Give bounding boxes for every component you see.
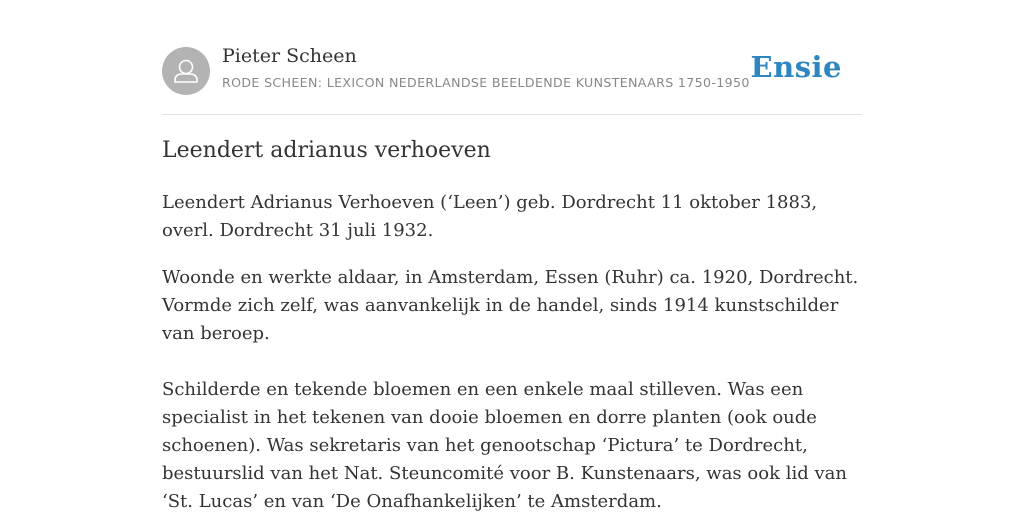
article-container xyxy=(162,0,862,512)
article-paragraph-1: Leendert Adrianus Verhoeven (‘Leen’) geb. Dordrecht 11 oktober 1883, overl. Dordrecht 31 juli 1932. xyxy=(162,192,818,241)
article-paragraph-2: Woonde en werkte aldaar, in Amsterdam, Essen (Ruhr) ca. 1920, Dordrecht. Vormde zich zelf, was aanvankelijk in de handel, sinds 1914 kunstschilder van beroep. xyxy=(162,267,859,344)
user-icon xyxy=(162,47,210,95)
source-lexicon[interactable]: RODE SCHEEN: LEXICON NEDERLANDSE BEELDENDE KUNSTENAARS 1750-1950 xyxy=(222,75,750,90)
author-avatar[interactable] xyxy=(162,47,210,95)
ensie-logo[interactable]: Ensie xyxy=(750,50,842,84)
author-name[interactable]: Pieter Scheen xyxy=(222,45,357,67)
author-header xyxy=(162,0,862,115)
article-title: Leendert adrianus verhoeven xyxy=(162,138,491,163)
article-paragraph-3: Schilderde en tekende bloemen en een enkele maal stilleven. Was een specialist in het tekenen van dooie bloemen en dorre planten (ook oude schoenen). Was sekretaris van het genootschap ‘Pictura’ te Dordrecht, bestuurslid van het Nat. Steuncomité voor B. Kunstenaars, was ook lid van ‘St. Lucas’ en van ‘De Onafhankelijken’ te Amsterdam. xyxy=(162,379,847,512)
